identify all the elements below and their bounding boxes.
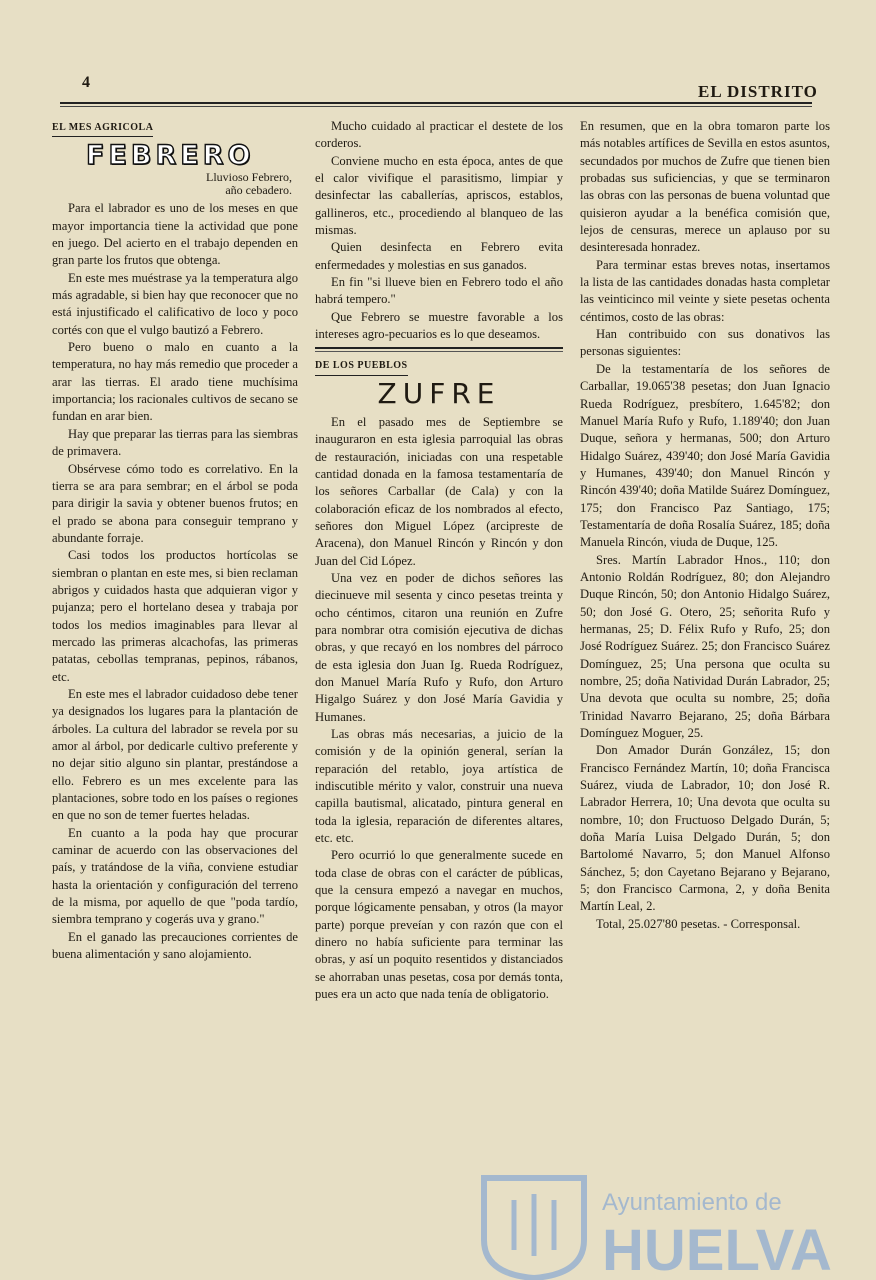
section-divider (315, 347, 563, 349)
masthead: EL DISTRITO (698, 82, 818, 101)
section-label-agricola: EL MES AGRICOLA (52, 119, 153, 137)
paragraph: Una vez en poder de dichos señores las diecinueve mil sesenta y cinco pesetas treinta y ocho céntimos, citaron una reunión en Zufre para nombrar otra comisión ejecutiva de dichas obras, y que recayó en los nombres del párroco de esta iglesia don Juan Ig. Rueda Rodríguez, don Manuel María Rufo y Rufo, don Arturo Higalgo Suárez y don José María Gavidia y Humanes. (315, 570, 563, 724)
section-label-pueblos: DE LOS PUEBLOS (315, 357, 408, 375)
paragraph: Han contribuido con sus donativos las personas siguientes: (580, 327, 830, 359)
archive-watermark-logo (474, 1170, 874, 1280)
paragraph: Pero bueno o malo en cuanto a la temperatura, no hay más remedio que proceder a arar las tierras. El arado tiene muchísima importancia; los racionales cultivos de secano se fundan en arar bien. (52, 340, 298, 424)
header-rule-thin (60, 106, 812, 107)
article-title-febrero: FEBRERO (86, 140, 255, 172)
paragraph: Obsérvese cómo todo es correlativo. En la tierra se ara para sembrar; en el árbol se poda para dirigir la savia y obtener buenos frutos; en el prado se abona para conseguir temprano y abundante forraje. (52, 461, 298, 545)
paragraph: Hay que preparar las tierras para las siembras de primavera. (52, 426, 298, 459)
paragraph: En resumen, que en la obra tomaron parte los más notables artífices de Sevilla en estos asuntos, secundados por muchos de Zufre que tienen bien probadas sus suficiencias, y que se terminaron las obras con las personas de buena voluntad que quisieron ayudar a la benéfica comisión que, lejos de censuras, merece un aplauso por su desinteresada honradez. (580, 119, 830, 255)
paragraph: En el pasado mes de Septiembre se inauguraron en esta iglesia parroquial las obras de restauración, iniciadas con una respetable cantidad donada en la famosa testamentaría de los señores Carballar (de Cala) y con la colaboración eficaz de los nombrados al efecto, señores don Miguel López (arcipreste de Aracena), don Manuel Rincón y Rincón y don Juan del Cid López. (315, 414, 563, 568)
column-2 (315, 118, 563, 1004)
watermark-line-2: HUELVA (602, 1218, 832, 1280)
paragraph: Mucho cuidado al practicar el destete de los corderos. (315, 119, 563, 151)
section-divider-thin (315, 351, 563, 352)
paragraph: En fin "si llueve bien en Febrero todo el año habrá tempero." (315, 275, 563, 307)
paragraph: En este mes muéstrase ya la temperatura algo más agradable, si bien hay que reconocer que no está injustificado el calificativo de loco y poco cortés con que el vulgo bautizó a Febrero. (52, 270, 298, 337)
column-3 (580, 118, 830, 933)
paragraph: En este mes el labrador cuidadoso debe tener ya designados los lugares para la plantación de árboles. La cultura del labrador se revela por su amor al árbol, por dedicarle cultivo preferente y no dejar sitio alguno sin plantar, prestándose a ello. Febrero es un mes excelente para las plantaciones, sobre todo en los países o regiones en que no son de temer fuertes heladas. (52, 686, 298, 823)
paragraph: En cuanto a la poda hay que procurar caminar de acuerdo con las observaciones del país, y tratándose de la viña, conviene estudiar hasta la orientación y configuración del terreno de la misma, por aquello de que "poda tardío, siembra temprano y cogerás uva y grano." (52, 825, 298, 927)
paragraph: Para terminar estas breves notas, insertamos la lista de las cantidades donadas hasta completar las veinticinco mil veinte y siete pesetas ochenta céntimos, costo de las obras: (580, 257, 830, 324)
article-title-zufre: ZUFRE (377, 376, 501, 410)
paragraph: Para el labrador es uno de los meses en que mayor importancia tiene la actividad que pone en juego. Del acierto en el trabajo dependen en gran parte los frutos que obtenga. (52, 201, 298, 268)
paragraph: Sres. Martín Labrador Hnos., 110; don Antonio Roldán Rodríguez, 80; don Alejandro Duque Rincón, 50; don Antonio Hidalgo Suárez, 50; don José G. Otero, 25; señorita Rufo y hermanas, 25; D. Félix Rufo y Rufo, 25; don José Rodríguez Suárez. 25; don Francisco Suárez Domínguez, 25; Una persona que oculta su nombre, 25; doña Natividad Durán Labrador, 25; Una devota que oculta su nombre, 25; doña Trinidad Navarro Bejarano, 25; doña Bárbara Domínguez Moguer, 25. (580, 552, 830, 741)
paragraph: Las obras más necesarias, a juicio de la comisión y de la opinión general, serían la reparación del retablo, joya artística de indiscutible mérito y valor, construir una nueva capilla bautismal, alicatado, pintura general en toda la iglesia, reparación de diferentes altares, etc. etc. (315, 727, 563, 846)
epigraph (52, 171, 298, 197)
page-number: 4 (82, 74, 90, 91)
paragraph: En el ganado las precauciones corrientes de buena alimentación y sano alojamiento. (52, 929, 298, 962)
paragraph: Don Amador Durán González, 15; don Francisco Fernández Martín, 10; doña Francisca Suárez, viuda de Labrador, 10; don José R. Labrador Herrera, 10; Una devota que oculta su nombre, 10; don Fructuoso Delgado Durán, 5; doña María Luisa Delgado Durán, 5; don Bartolomé Navarro, 5; don Manuel Alfonso Sánchez, 5; don Cayetano Bejarano y Bejarano, 5; don Francisco Carmona, 2, y doña Benita Martín Leal, 2. (580, 743, 830, 914)
column-1 (52, 118, 298, 963)
paragraph: De la testamentaría de los señores de Carballar, 19.065'38 pesetas; don Juan Ignacio Rueda Rodríguez, presbítero, 1.645'82; don Manuel María Rufo y Rufo, 1.189'40; don Juan Duque, señora y hermanas, 500; don Arturo Hidalgo Suárez, 439'40; don José María Gavidia y Humanes, 439'40; don Manuel Rincón y Rincón 439'40; doña Matilde Suárez Domínguez, 175; don Francisco Paz Santiago, 175; Testamentaría de doña Rosalía Suárez, 185; doña Manuela Rincón, viuda de Duque, 125. (580, 361, 830, 550)
paragraph: Quien desinfecta en Febrero evita enfermedades y molestias en sus ganados. (315, 240, 563, 272)
epigraph-line-1: Lluvioso Febrero, (206, 170, 292, 185)
paragraph: Total, 25.027'80 pesetas. - Corresponsal. (596, 916, 801, 931)
epigraph-line-2: año cebadero. (225, 183, 292, 198)
paragraph: Casi todos los productos hortícolas se siembran o plantan en este mes, si bien reclaman abrigos y cuidados hasta que adquieran vigor y pujanza; pero el hortelano desea y trabaja por todos los medios imaginables para llevar al mercado las primeras alcachofas, las primeras patatas, cebollas tempranas, pepinos, rábanos, etc. (52, 548, 298, 684)
paragraph: Pero ocurrió lo que generalmente sucede en toda clase de obras con el carácter de públicas, que la censura empezó a navegar en muchos, porque lógicamente pensaban, y otros (la mayor parte) porque preveían y con razón que con el dinero no había suficiente para terminar las obras, y así un poquito resentidos y distanciados se ahorraban unas pesetas, cosa por demás tonta, pues era un acto que nada tenía de obligatorio. (315, 848, 563, 1002)
paragraph: Que Febrero se muestre favorable a los intereses agro-pecuarios es lo que deseamos. (315, 309, 563, 342)
header-rule (60, 102, 812, 104)
watermark-line-1: Ayuntamiento de (602, 1189, 782, 1216)
paragraph: Conviene mucho en esta época, antes de que el calor vivifique el parasitismo, limpiar y desinfectar las caballerías, apriscos, establos, gallineros, etc., procediendo al blanqueo de las mismas. (315, 153, 563, 238)
